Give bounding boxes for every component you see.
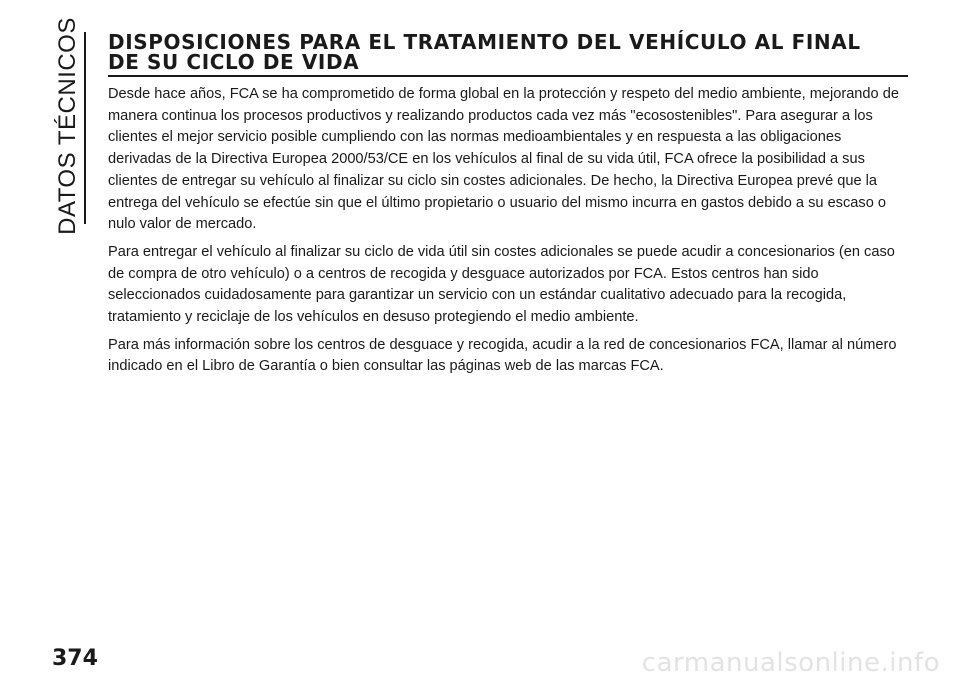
page-number: 374 [52, 646, 98, 671]
section-title [108, 32, 908, 77]
section-title-line-1: DISPOSICIONES PARA EL TRATAMIENTO DEL VEHÍCULO AL FINAL [108, 30, 861, 54]
section-tab [50, 17, 86, 235]
section-tab-label: DATOS TÉCNICOS [54, 17, 82, 235]
paragraph-2: Para entregar el vehículo al finalizar su ciclo de vida útil sin costes adicionales se puede acudir a concesionarios (en caso de compra de otro vehículo) o a centros de recogida y desguace autorizados por FCA. Estos centros han sido seleccionados cuidadosamente para garantizar un servicio con un estándar cualitativo adecuado para la recogida, tratamiento y reciclaje de los vehículos en desuso protegiendo el medio ambiente. [108, 243, 895, 326]
paragraph-3: Para más información sobre los centros de desguace y recogida, acudir a la red de concesionarios FCA, llamar al número indicado en el Libro de Garantía o bien consultar las páginas web de las marcas FCA. [108, 336, 897, 375]
paragraph-1: Desde hace años, FCA se ha comprometido de forma global en la protección y respeto del medio ambiente, mejorando de manera continua los procesos productivos y realizando productos cada vez más "ecosostenibles". Para asegurar a los clientes el mejor servicio posible cumpliendo con las normas medioambientales y en respuesta a las obligaciones derivadas de la Directiva Europea 2000/53/CE en los vehículos al final de su vida útil, FCA ofrece la posibilidad a sus clientes de entregar su vehículo al finalizar su ciclo sin costes adicionales. De hecho, la Directiva Europea prevé que la entrega del vehículo se efectúe sin que el último propietario o usuario del mismo incurra en gastos debido a su escaso o nulo valor de mercado. [108, 86, 899, 233]
page-content [108, 32, 908, 378]
section-title-line-2: DE SU CICLO DE VIDA [108, 50, 360, 74]
watermark: carmanualsonline.info [641, 648, 940, 678]
section-tab-rule [84, 32, 86, 224]
